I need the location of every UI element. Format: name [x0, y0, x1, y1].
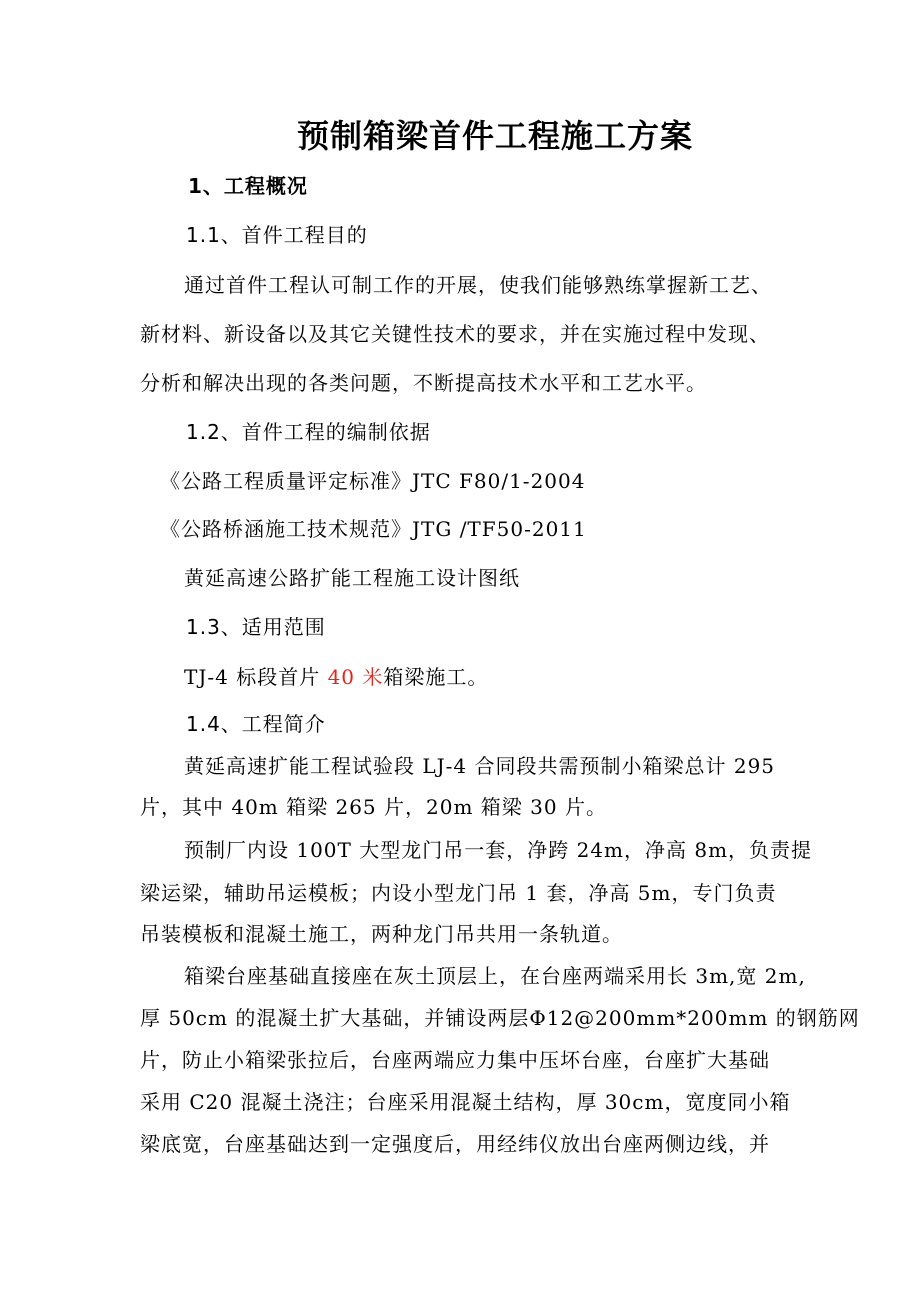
subsection-heading-1-4: 1.4、工程简介 [186, 712, 326, 736]
paragraph-line: 吊装模板和混凝土施工，两种龙门吊共用一条轨道。 [140, 922, 623, 946]
paragraph-line: 片，防止小箱梁张拉后，台座两端应力集中压坏台座，台座扩大基础 [140, 1048, 770, 1072]
section-heading-1: 1、工程概况 [188, 174, 308, 198]
paragraph-line: 预制厂内设 100T 大型龙门吊一套，净跨 24m，净高 8m，负责提 [184, 838, 813, 862]
reference-item: 《公路桥涵施工技术规范》JTG /TF50-2011 [160, 517, 587, 541]
scope-highlight: 40 米 [327, 665, 384, 689]
paragraph-line: 片，其中 40m 箱梁 265 片，20m 箱梁 30 片。 [140, 795, 607, 819]
paragraph-line: 通过首件工程认可制工作的开展，使我们能够熟练掌握新工艺、 [184, 273, 772, 297]
subsection-heading-1-3: 1.3、适用范围 [186, 615, 326, 639]
paragraph-line: 箱梁台座基础直接座在灰土顶层上，在台座两端采用长 3m,宽 2m, [184, 964, 806, 988]
paragraph-line: 黄延高速扩能工程试验段 LJ-4 合同段共需预制小箱梁总计 295 [184, 754, 776, 778]
paragraph-line: 新材料、新设备以及其它关键性技术的要求，并在实施过程中发现、 [140, 322, 770, 346]
paragraph-line: 梁运梁，辅助吊运模板；内设小型龙门吊 1 套，净高 5m，专门负责 [140, 881, 777, 905]
page-title: 预制箱梁首件工程施工方案 [296, 117, 693, 155]
subsection-heading-1-2: 1.2、首件工程的编制依据 [186, 420, 431, 444]
scope-prefix: TJ-4 标段首片 [184, 665, 328, 689]
scope-suffix: 箱梁施工。 [383, 665, 489, 689]
reference-item: 《公路工程质量评定标准》JTC F80/1-2004 [160, 469, 586, 493]
subsection-heading-1-1: 1.1、首件工程目的 [186, 223, 368, 247]
paragraph-line: 采用 C20 混凝土浇注；台座采用混凝土结构，厚 30cm，宽度同小箱 [140, 1090, 791, 1114]
paragraph-line: 梁底宽，台座基础达到一定强度后，用经纬仪放出台座两侧边线，并 [140, 1132, 770, 1156]
reference-item: 黄延高速公路扩能工程施工设计图纸 [184, 566, 520, 590]
paragraph-line: 厚 50cm 的混凝土扩大基础，并铺设两层Φ12@200mm*200mm 的钢筋网 [140, 1006, 860, 1030]
scope-line [184, 663, 488, 691]
paragraph-line: 分析和解决出现的各类问题，不断提高技术水平和工艺水平。 [140, 371, 707, 395]
